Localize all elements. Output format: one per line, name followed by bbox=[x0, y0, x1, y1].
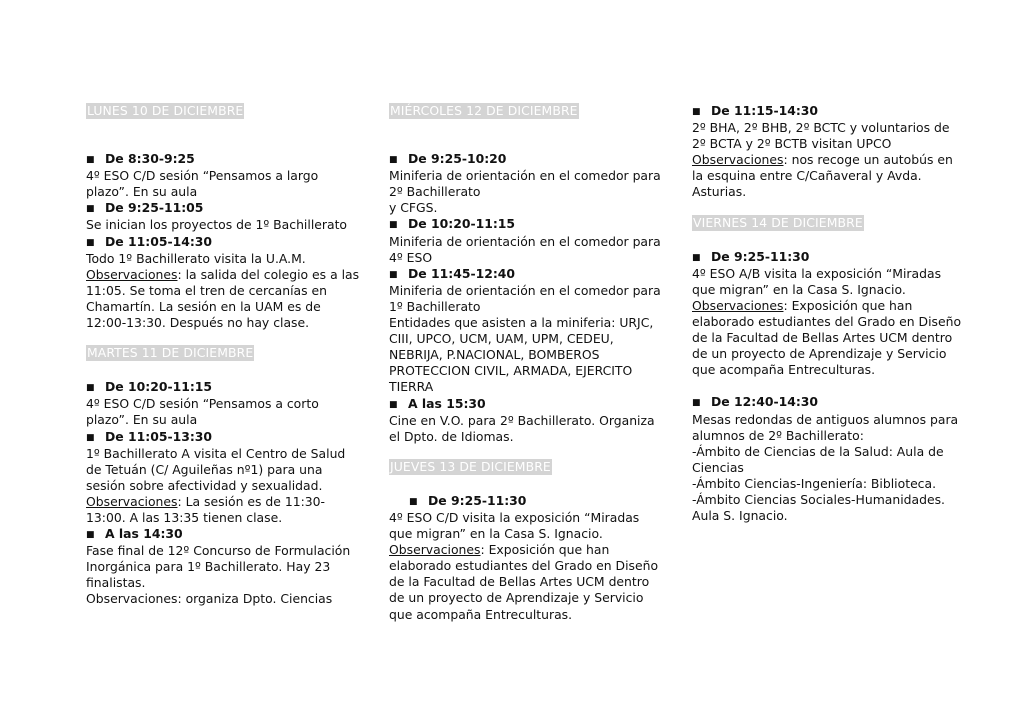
day-header-martes: MARTES 11 DE DICIEMBRE bbox=[87, 345, 254, 361]
bullet-icon: ■ bbox=[86, 155, 95, 166]
bullet-icon: ■ bbox=[692, 398, 701, 409]
event-item bbox=[86, 200, 361, 233]
observations-label: Observaciones bbox=[86, 493, 178, 509]
event-item bbox=[86, 379, 361, 428]
event-time: De 11:05-14:30 bbox=[105, 233, 213, 249]
column-right bbox=[692, 103, 967, 524]
observations-label: Observaciones bbox=[86, 266, 178, 282]
column-middle bbox=[389, 103, 664, 623]
bullet-icon: ■ bbox=[86, 432, 95, 443]
observations-text: : Exposición que han elaborado estudiantes del Grado en Diseño de la Facultad de Bellas Artes UCM dentro de un proyecto de Aprendizaje y Servicio que acompaña Entreculturas. bbox=[692, 297, 962, 378]
bullet-icon: ■ bbox=[389, 399, 398, 410]
event-description: 1º Bachillerato A visita el Centro de Salud de Tetuán (C/ Aguileñas nº1) para una sesión sobre afectividad y sexualidad. bbox=[86, 445, 346, 493]
event-description: Cine en V.O. para 2º Bachillerato. Organiza el Dpto. de Idiomas. bbox=[389, 412, 655, 444]
event-time: A las 15:30 bbox=[408, 395, 486, 411]
event-item bbox=[389, 151, 664, 216]
observations-label: Observaciones bbox=[389, 542, 481, 558]
bullet-icon: ■ bbox=[389, 155, 398, 166]
event-observations bbox=[86, 267, 361, 331]
event-observations bbox=[86, 494, 361, 526]
bullet-icon: ■ bbox=[389, 269, 398, 280]
event-description: Miniferia de orientación en el comedor para 2º Bachillerato y CFGS. bbox=[389, 168, 661, 216]
event-item bbox=[389, 396, 664, 445]
event-time: De 9:25-10:20 bbox=[408, 151, 507, 167]
bullet-icon: ■ bbox=[692, 107, 701, 117]
day-header-viernes: VIERNES 14 DE DICIEMBRE bbox=[693, 214, 863, 230]
observations-text: : La sesión es de 11:30- 13:00. A las 13:35 tienen clase. bbox=[86, 493, 326, 525]
event-description: Miniferia de orientación en el comedor para 4º ESO bbox=[389, 233, 661, 265]
bullet-icon: ■ bbox=[86, 383, 95, 394]
event-time: De 11:05-13:30 bbox=[105, 428, 213, 444]
event-observations bbox=[692, 152, 967, 200]
column-left bbox=[86, 103, 361, 608]
event-description: Miniferia de orientación en el comedor para 1º Bachillerato Entidades que asisten a la miniferia: URJC, CIII, UPCO, UCM, UAM, UPM, CEDEU, NEBRIJA, P.NACIONAL, BOMBEROS PROTECCION CIVIL, ARMADA, EJERCITO TIERRA bbox=[389, 282, 661, 395]
event-observations bbox=[389, 542, 664, 622]
event-time: De 10:20-11:15 bbox=[408, 216, 516, 232]
day-header-lunes: LUNES 10 DE DICIEMBRE bbox=[87, 103, 244, 118]
event-time: De 11:45-12:40 bbox=[408, 265, 516, 281]
event-item bbox=[389, 216, 664, 265]
event-description: Se inician los proyectos de 1º Bachillerato bbox=[86, 217, 348, 233]
event-description: 4º ESO C/D sesión “Pensamos a corto plazo”. En su aula bbox=[86, 396, 319, 428]
bullet-icon: ■ bbox=[692, 252, 701, 263]
event-time: De 11:15-14:30 bbox=[711, 103, 819, 118]
bullet-icon: ■ bbox=[86, 530, 95, 541]
event-item bbox=[692, 249, 967, 379]
event-time: De 9:25-11:05 bbox=[105, 200, 204, 216]
event-item bbox=[692, 103, 967, 201]
event-item bbox=[389, 266, 664, 396]
observations-text: : nos recoge un autobús en la esquina entre C/Cañaveral y Avda. Asturias. bbox=[692, 152, 953, 200]
bullet-icon: ■ bbox=[86, 237, 95, 248]
observations-label: Observaciones bbox=[692, 152, 784, 168]
event-observations bbox=[692, 298, 967, 378]
bullet-icon: ■ bbox=[409, 496, 418, 507]
event-item bbox=[389, 493, 664, 623]
bullet-icon: ■ bbox=[389, 220, 398, 231]
event-time: De 9:25-11:30 bbox=[711, 248, 810, 264]
event-item bbox=[86, 429, 361, 527]
observations-label: Observaciones bbox=[692, 297, 784, 313]
event-time: De 12:40-14:30 bbox=[711, 394, 819, 410]
day-header-jueves: JUEVES 13 DE DICIEMBRE bbox=[390, 458, 551, 474]
bullet-icon: ■ bbox=[86, 204, 95, 215]
event-description: 4º ESO C/D visita la exposición “Miradas que migran” en la Casa S. Ignacio. bbox=[389, 509, 640, 542]
event-time: De 8:30-9:25 bbox=[105, 151, 195, 167]
event-description: 4º ESO C/D sesión “Pensamos a largo plazo”. En su aula bbox=[86, 168, 319, 200]
observations-text: : la salida del colegio es a las 11:05. Se toma el tren de cercanías en Chamartín. La sesión en la UAM es de 12:00-13:30. Después no hay clase. bbox=[86, 266, 360, 331]
event-description: 4º ESO A/B visita la exposición “Miradas que migran” en la Casa S. Ignacio. bbox=[692, 265, 942, 297]
event-time: De 10:20-11:15 bbox=[105, 379, 213, 395]
event-item bbox=[86, 234, 361, 332]
event-description: Fase final de 12º Concurso de Formulación Inorgánica para 1º Bachillerato. Hay 23 finalistas. Observaciones: organiza Dpto. Ciencias bbox=[86, 543, 351, 607]
event-description: 2º BHA, 2º BHB, 2º BCTC y voluntarios de 2º BCTA y 2º BCTB visitan UPCO bbox=[692, 120, 950, 152]
event-time: A las 14:30 bbox=[105, 526, 183, 542]
event-time: De 9:25-11:30 bbox=[428, 492, 527, 508]
observations-text: : Exposición que han elaborado estudiantes del Grado en Diseño de la Facultad de Bellas Artes UCM dentro de un proyecto de Aprendizaje y Servicio que acompaña Entreculturas. bbox=[389, 542, 659, 622]
event-item bbox=[86, 526, 361, 607]
event-description: Mesas redondas de antiguos alumnos para alumnos de 2º Bachillerato: -Ámbito de Ciencias de la Salud: Aula de Ciencias -Ámbito Ciencias-Ingeniería: Biblioteca. -Ámbito Ciencias Sociales-Humanidades. Aula S. Ignacio. bbox=[692, 411, 959, 524]
day-header-miercoles: MIÉRCOLES 12 DE DICIEMBRE bbox=[390, 103, 578, 118]
event-description: Todo 1º Bachillerato visita la U.A.M. bbox=[86, 250, 306, 266]
event-item bbox=[692, 394, 967, 524]
event-item bbox=[86, 151, 361, 200]
